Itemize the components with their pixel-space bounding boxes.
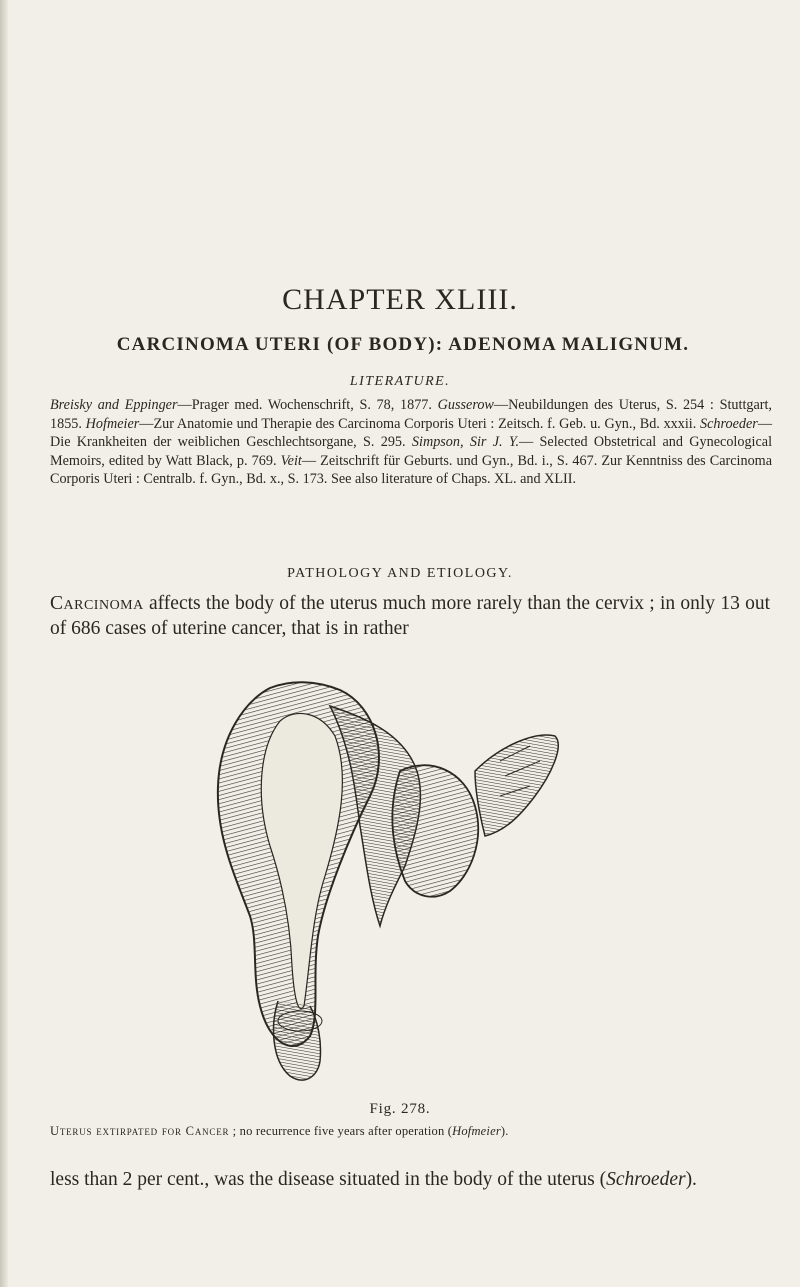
paragraph-lead: Carcinoma bbox=[50, 593, 144, 614]
literature-text: Neubildungen des Uterus, S. 254 : Stuttgart, 1855. bbox=[50, 397, 772, 432]
figure-caption bbox=[50, 1124, 780, 1139]
caption-text: ; no recurrence five years after operation ( bbox=[229, 1124, 453, 1138]
literature-dash: — bbox=[519, 434, 540, 450]
literature-text: Zeitschrift für Geburts. und Gyn., Bd. i., S. 467. Zur Kenntniss des Carcinoma Corporis Uteri : Centralb. f. Gyn., Bd. x., S. 173. See also literature of Chaps. XL. and XLII. bbox=[50, 452, 773, 487]
caption-end: ). bbox=[500, 1124, 509, 1138]
paragraph-text: affects the body of the uterus much more rarely than the cervix ; in only 13 out of 686 cases of uterine cancer, that is in rather bbox=[50, 593, 770, 639]
caption-author: Hofmeier bbox=[452, 1124, 501, 1138]
literature-author: Schroeder bbox=[700, 415, 758, 432]
literature-dash: — bbox=[139, 415, 154, 432]
paragraph-text: less than 2 per cent., was the disease situated in the body of the uterus ( bbox=[50, 1169, 607, 1190]
chapter-title: CHAPTER XLIII. bbox=[282, 283, 518, 316]
literature-author: Breisky and Eppinger bbox=[50, 397, 178, 413]
paragraph-end: ). bbox=[685, 1169, 697, 1190]
uterus-illustration bbox=[200, 676, 620, 1091]
literature-dash: — bbox=[177, 397, 192, 413]
literature-dash: — bbox=[757, 415, 773, 432]
literature-dash: — bbox=[493, 397, 509, 413]
caption-smallcaps: Uterus extirpated for Cancer bbox=[50, 1124, 230, 1138]
literature-dash: — bbox=[301, 452, 321, 469]
literature-author: Hofmeier bbox=[85, 415, 140, 432]
literature-text: Zur Anatomie und Therapie des Carcinoma Corporis Uteri : Zeitsch. f. Geb. u. Gyn., Bd. xxxii. bbox=[153, 415, 701, 432]
figure-label: Fig. 278. bbox=[369, 1101, 431, 1117]
paragraph-1 bbox=[50, 591, 770, 641]
section-heading: PATHOLOGY AND ETIOLOGY. bbox=[287, 566, 513, 581]
literature-heading: LITERATURE. bbox=[349, 374, 451, 389]
paragraph-author: Schroeder bbox=[606, 1169, 686, 1190]
paragraph-2 bbox=[50, 1167, 770, 1192]
literature-text: Die Krankheiten der weiblichen Geschlechtsorgane, S. 295. bbox=[50, 434, 412, 450]
literature-author: Simpson, Sir J. Y. bbox=[411, 434, 520, 450]
literature-text: Prager med. Wochenschrift, S. 78, 1877. bbox=[191, 397, 438, 413]
literature-author: Gusserow bbox=[437, 397, 494, 413]
literature-author: Veit bbox=[280, 452, 302, 469]
literature-list bbox=[50, 396, 772, 489]
chapter-subtitle: CARCINOMA UTERI (OF BODY): ADENOMA MALIGNUM. bbox=[116, 334, 690, 355]
literature-text: Selected Obstetrical and Gynecological Memoirs, edited by Watt Black, p. 769. bbox=[50, 434, 773, 469]
